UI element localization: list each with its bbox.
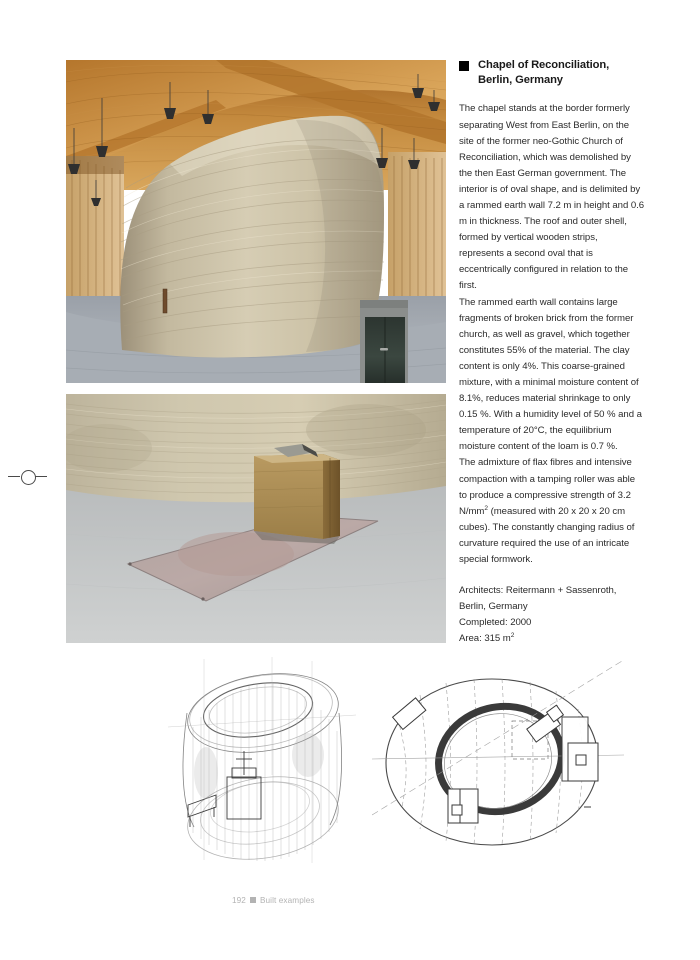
credit-completed-value: 2000 (510, 617, 532, 629)
footer-section-label: Built examples (259, 896, 315, 905)
page-title (459, 58, 645, 88)
photo-exterior-wall (66, 60, 446, 383)
crop-mark-tick-left (8, 476, 20, 477)
page-title-text: Chapel of Reconciliation, Berlin, Germany (478, 59, 610, 87)
credit-area (459, 631, 645, 647)
page-footer (232, 895, 315, 906)
crop-mark-tick-right (35, 476, 47, 477)
credit-architects-label: Architects: (459, 585, 504, 597)
footer-page-number: 192 (232, 896, 246, 905)
article-paragraph-3: The admixture of flax fibres and intensive compaction with a tamping roller was able to produce a compressive strength of 3.2 $N/mm^2$ (measured with 20 x 20 x 20 cm cubes). The constantly changing radius of curvature required the use of an intricate special formwork. (459, 457, 636, 566)
credit-architects (459, 583, 645, 615)
drawing-axonometric-sketch (160, 655, 365, 870)
drawing-floor-plan (372, 655, 624, 867)
credit-area-value: 315 $m^2$ (484, 632, 515, 645)
registration-crop-mark-icon (8, 462, 48, 498)
credit-architects-value: Reitermann + Sassenroth, Berlin, Germany (459, 585, 617, 613)
project-credits (459, 583, 645, 647)
article-paragraph-2: The rammed earth wall contains large fragments of broken brick from the former church, as well as gravel, which together constitutes 55% of the material. The clay content is only 4%. This coarse-grained mixture, with a minimal moisture content of 8.1%, reduces material shrinkage to only 0.15 %. With a humidity level of 50 % and a temperature of 20°C, the equilibrium moisture content of the loam is 0.7 %. (459, 296, 642, 453)
article-paragraph-1: The chapel stands at the border formerly separating West from East Berlin, on the site of the former neo-Gothic Church of Reconciliation, which was demolished by the then East German government. The interior is of oval shape, and is delimited by a rammed earth wall 7.2 m in height and 0.6 m in thickness. The roof and outer shell, formed by vertical wooden strips, represents a second oval that is eccentrically configured in relation to the first. (459, 103, 645, 292)
credit-completed (459, 615, 645, 631)
article-body (459, 101, 645, 568)
crop-mark-ring (21, 470, 36, 485)
article-text-column (459, 58, 645, 648)
credit-completed-label: Completed: (459, 617, 508, 629)
square-bullet-icon (250, 897, 256, 903)
photo-interior-altar (66, 394, 446, 643)
credit-area-label: Area: (459, 633, 482, 645)
square-bullet-icon (459, 61, 469, 71)
